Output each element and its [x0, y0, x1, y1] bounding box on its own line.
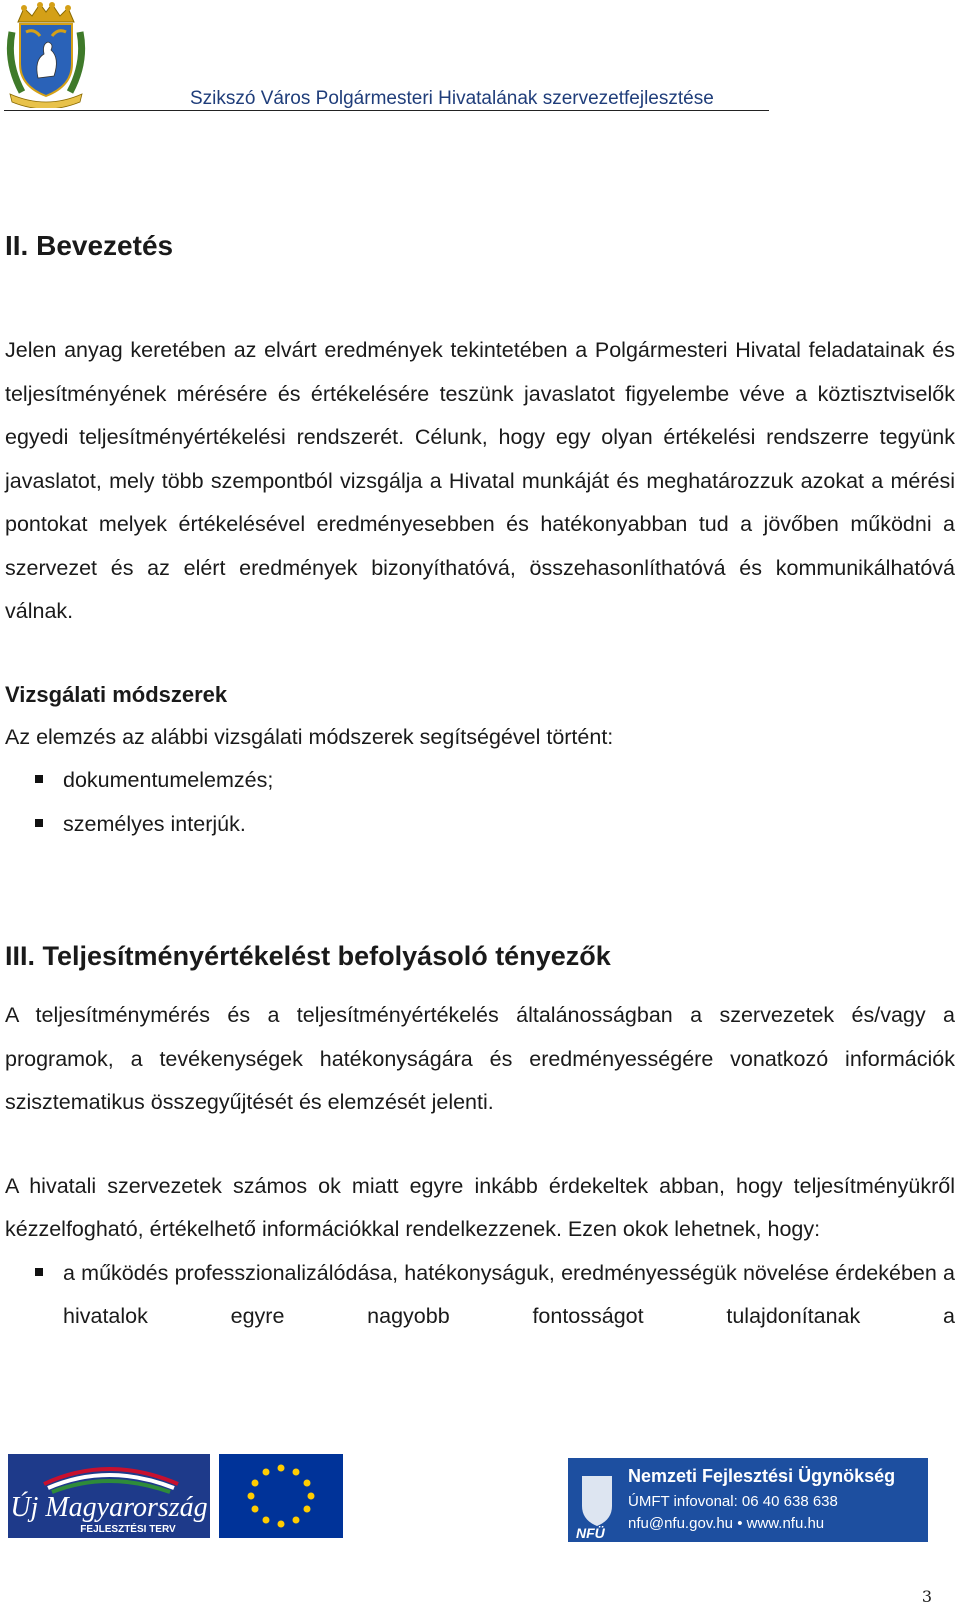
- section-iii-heading: III. Teljesítményértékelést befolyásoló tényezők: [5, 941, 611, 971]
- methods-heading: Vizsgálati módszerek: [5, 681, 228, 707]
- list-item: dokumentumelemzés;: [5, 759, 955, 803]
- section-iii-paragraph-2: A hivatali szervezetek számos ok miatt egyre inkább érdekeltek abban, hogy teljesítményükről kézzelfogható, értékelhető információkkal rendelkezzenek. Ezen okok lehetnek, hogy:: [5, 1173, 955, 1241]
- intro-paragraph: Jelen anyag keretében az elvárt eredmények tekintetében a Polgármesteri Hivatal feladatainak és teljesítményének mérésére és értékelésére teszünk javaslatot figyelembe véve a köztisztviselők egyedi teljesítményértékelési rendszerét. Célunk, hogy egy olyan értékelési rendszerre tegyünk javaslatot, mely több szempontból vizsgálja a Hivatal munkáját és meghatározzuk azokat a mérési pontokat melyek értékelésével eredményesebben és hatékonyabban tud a jövőben működni a szervezet és az elért eredmények bizonyíthatóvá, összehasonlíthatóvá és kommunikálhatóvá válnak.: [5, 338, 955, 623]
- page-header: [0, 0, 960, 120]
- header-divider: [4, 110, 769, 111]
- nfu-title: Nemzeti Fejlesztési Ügynökség: [628, 1466, 896, 1486]
- methods-intro: Az elemzés az alábbi vizsgálati módszerek segítségével történt:: [5, 724, 614, 749]
- eu-flag-logo: [219, 1454, 343, 1538]
- umft-subtitle: FEJLESZTÉSI TERV: [80, 1524, 176, 1535]
- umft-title: Új Magyarország: [10, 1492, 208, 1523]
- nfu-contact: nfu@nfu.gov.hu • www.nfu.hu: [628, 1515, 825, 1532]
- page-number: 3: [921, 1587, 932, 1606]
- page-body: [5, 228, 955, 1339]
- document-title: Szikszó Város Polgármesteri Hivatalának szervezetfejlesztése: [190, 88, 714, 109]
- section-iii-paragraph-1: A teljesítménymérés és a teljesítményértékelés általánosságban a szervezetek és/vagy a programok, a tevékenységek hatékonyságára és eredményességére vonatkozó információk szisztematikus összegyűjtését és elemzését jelenti.: [5, 1003, 955, 1114]
- list-item: személyes interjúk.: [5, 803, 955, 847]
- city-crest-logo: [4, 2, 88, 108]
- nfu-infoline: ÚMFT infovonal: 06 40 638 638: [628, 1493, 838, 1510]
- list-item: a működés professzionalizálódása, hatékonyságuk, eredményességük növelése érdekében a hivatalok egyre nagyobb fontosságot tulajdonítanak a: [5, 1252, 955, 1339]
- nfu-logo: [568, 1458, 928, 1542]
- uj-magyarorszag-logo: [8, 1454, 210, 1538]
- hungarian-coat-icon: [582, 1476, 612, 1526]
- methods-list: [5, 759, 955, 846]
- reasons-list: [5, 1252, 955, 1339]
- section-ii-heading: II. Bevezetés: [5, 230, 174, 261]
- bullet-icon: [35, 1268, 43, 1276]
- nfu-abbr: NFÜ: [576, 1525, 605, 1541]
- bullet-icon: [35, 819, 43, 827]
- bullet-icon: [35, 775, 43, 783]
